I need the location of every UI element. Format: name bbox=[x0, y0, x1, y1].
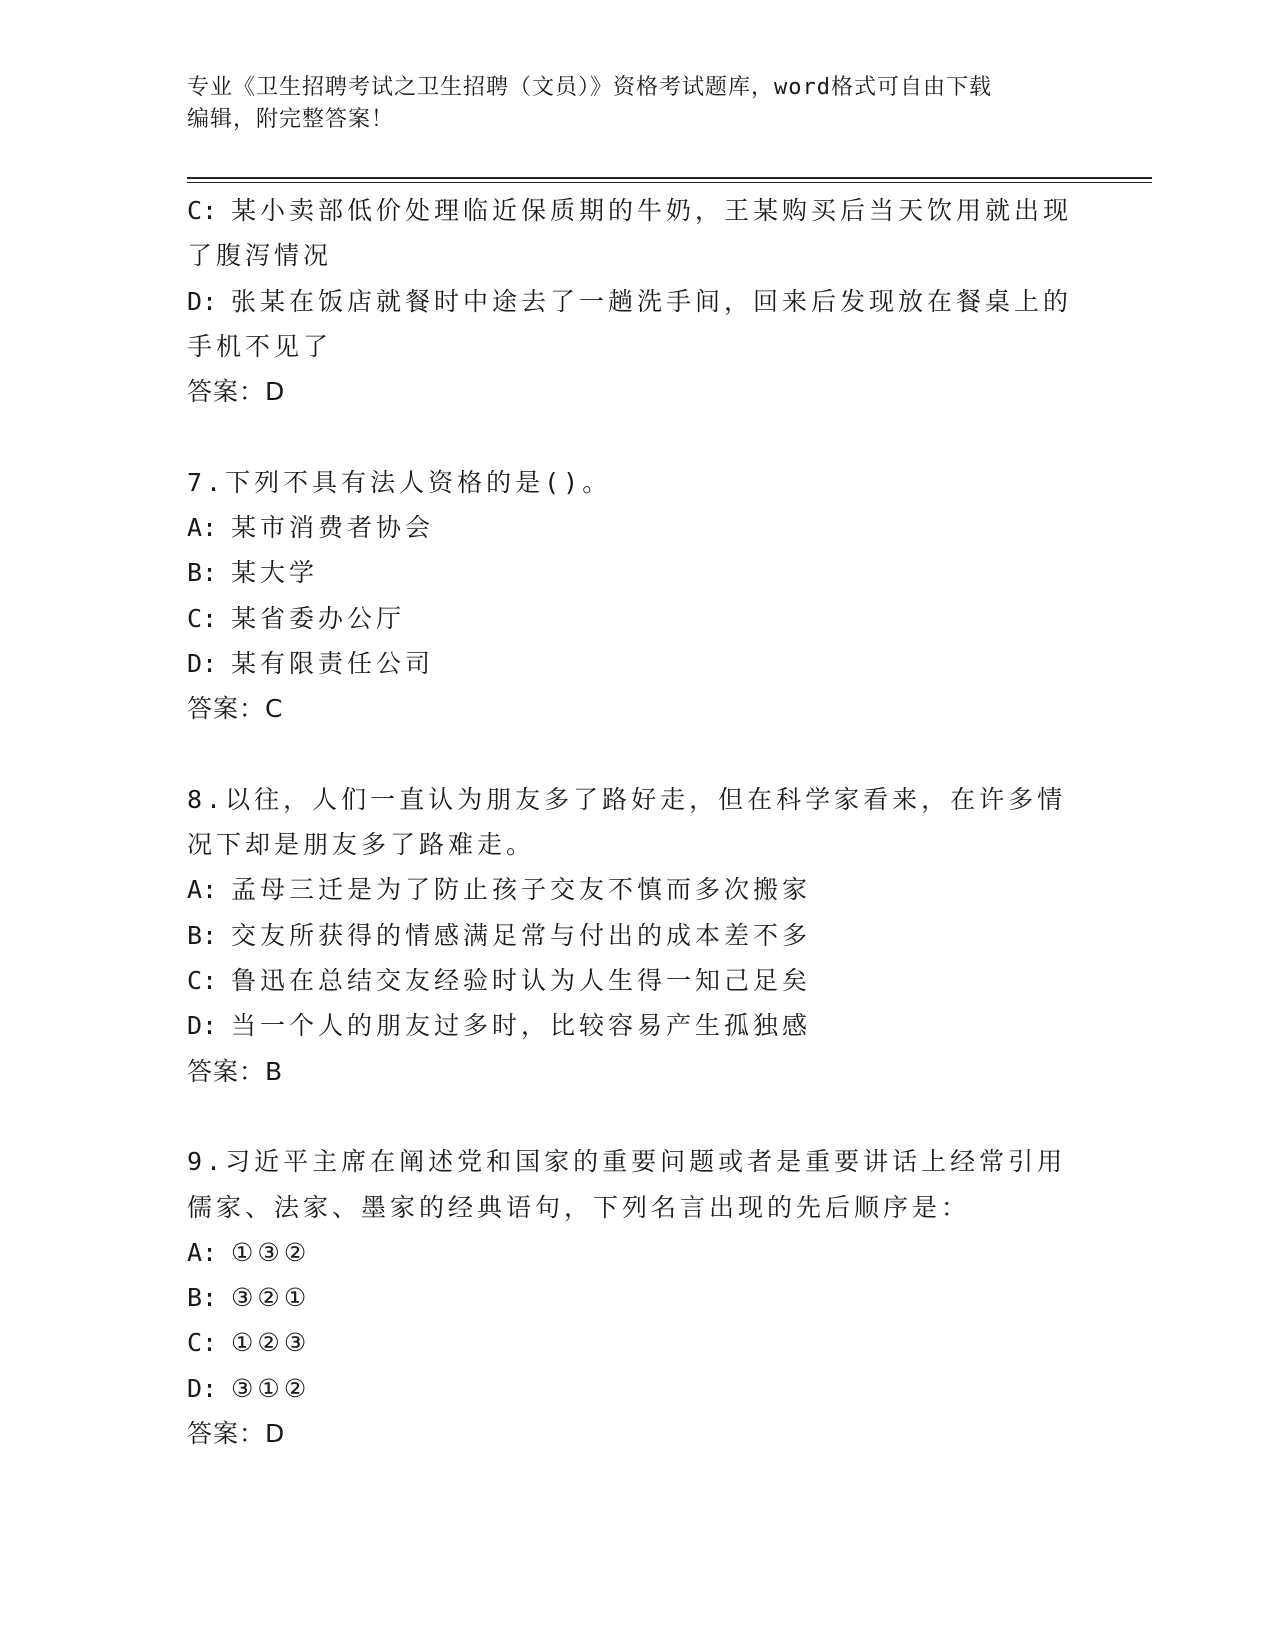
answer-line: 答案：D bbox=[187, 377, 286, 407]
option-text: 交友所获得的情感满足常与付出的成本差不多 bbox=[231, 920, 812, 950]
option-label: C: bbox=[187, 1328, 218, 1358]
option-label: C: bbox=[187, 603, 218, 633]
option-c-line-1 bbox=[187, 188, 1087, 233]
option-text: ①③② bbox=[231, 1237, 311, 1267]
option-text: 孟母三迁是为了防止孩子交友不慎而多次搬家 bbox=[231, 875, 812, 905]
option-text: 当一个人的朋友过多时，比较容易产生孤独感 bbox=[231, 1011, 812, 1041]
option-text: 某有限责任公司 bbox=[231, 648, 435, 678]
header-line-1: 专业《卫生招聘考试之卫生招聘（文员）》资格考试题库，word格式可自由下载 bbox=[187, 75, 992, 100]
question-stem-cont: 况下却是朋友多了路难走。 bbox=[187, 830, 536, 860]
option-label: B: bbox=[187, 558, 218, 588]
question-stem-cont: 儒家、法家、墨家的经典语句，下列名言出现的先后顺序是： bbox=[187, 1192, 971, 1222]
option-d bbox=[187, 1366, 1087, 1411]
option-b bbox=[187, 913, 1087, 958]
option-d bbox=[187, 641, 1087, 686]
question-stem: 8.以往，人们一直认为朋友多了路好走，但在科学家看来，在许多情 bbox=[187, 784, 1067, 814]
question-content bbox=[187, 188, 1087, 1456]
option-b bbox=[187, 1275, 1087, 1320]
option-text: ①②③ bbox=[231, 1328, 311, 1358]
option-label: D: bbox=[187, 1373, 218, 1403]
option-text: 鲁迅在总结交友经验时认为人生得一知己足矣 bbox=[231, 966, 812, 996]
answer-line: 答案：B bbox=[187, 1056, 284, 1086]
option-d-line-1 bbox=[187, 279, 1087, 324]
question-stem: 9.习近平主席在阐述党和国家的重要问题或者是重要讲话上经常引用 bbox=[187, 1147, 1067, 1177]
option-text: 某市消费者协会 bbox=[231, 513, 435, 543]
option-a bbox=[187, 505, 1087, 550]
option-b bbox=[187, 550, 1087, 595]
option-text: 某小卖部低价处理临近保质期的牛奶，王某购买后当天饮用就出现 bbox=[231, 196, 1073, 225]
answer-line: 答案：D bbox=[187, 1419, 286, 1449]
option-d-line-2: 手机不见了 bbox=[187, 331, 333, 361]
option-text: 某大学 bbox=[231, 558, 319, 588]
answer-line: 答案：C bbox=[187, 694, 284, 724]
option-c bbox=[187, 596, 1087, 641]
option-label: A: bbox=[187, 875, 218, 905]
page-header bbox=[187, 72, 1067, 136]
option-a bbox=[187, 867, 1087, 912]
option-c bbox=[187, 1320, 1087, 1365]
header-line-2: 编辑，附完整答案！ bbox=[187, 107, 395, 132]
option-label: D: bbox=[187, 286, 218, 316]
option-c bbox=[187, 958, 1087, 1003]
option-label: C: bbox=[187, 966, 218, 996]
option-text: 张某在饭店就餐时中途去了一趟洗手间，回来后发现放在餐桌上的 bbox=[231, 286, 1073, 316]
option-d bbox=[187, 1003, 1087, 1048]
option-text: 某省委办公厅 bbox=[231, 603, 406, 633]
option-text: ③②① bbox=[231, 1283, 311, 1313]
header-rule-thick bbox=[187, 177, 1152, 179]
option-a bbox=[187, 1230, 1087, 1275]
question-stem: 7.下列不具有法人资格的是()。 bbox=[187, 467, 612, 497]
option-label: B: bbox=[187, 1283, 218, 1313]
option-label: A: bbox=[187, 1237, 218, 1267]
option-label: C: bbox=[187, 196, 218, 225]
header-rule-thin bbox=[187, 182, 1152, 183]
option-label: D: bbox=[187, 648, 218, 678]
option-label: B: bbox=[187, 920, 218, 950]
option-c-line-2: 了腹泻情况 bbox=[187, 241, 333, 271]
option-label: D: bbox=[187, 1011, 218, 1041]
option-label: A: bbox=[187, 513, 218, 543]
option-text: ③①② bbox=[231, 1373, 311, 1403]
